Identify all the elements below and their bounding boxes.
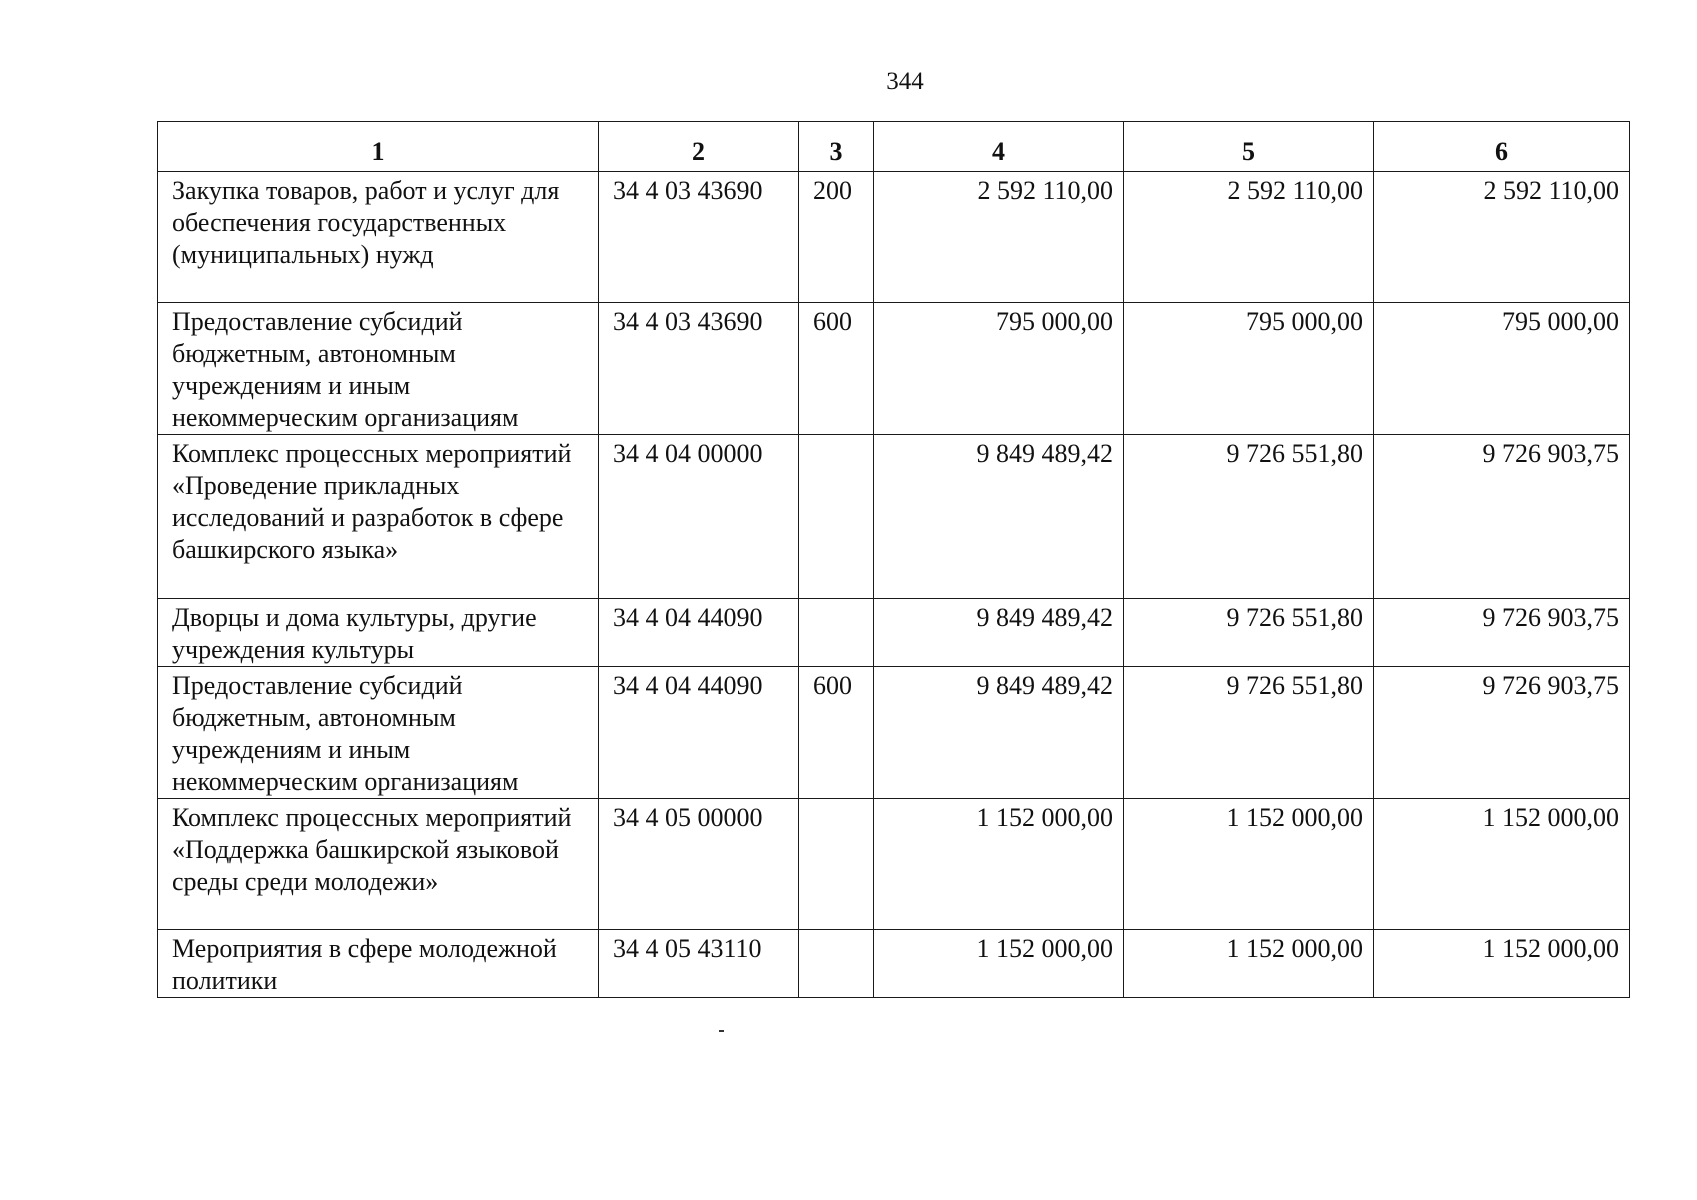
row-value-col5: 2 592 110,00	[1124, 172, 1374, 303]
column-header: 6	[1374, 122, 1630, 172]
row-value-col4: 795 000,00	[874, 303, 1124, 435]
column-header: 3	[799, 122, 874, 172]
row-value-col4: 1 152 000,00	[874, 799, 1124, 930]
row-value-col6: 1 152 000,00	[1374, 930, 1630, 998]
row-value-col5: 9 726 551,80	[1124, 667, 1374, 799]
row-code: 34 4 05 00000	[599, 799, 799, 930]
page-number: 344	[886, 68, 924, 95]
row-expense-type: 600	[799, 303, 874, 435]
row-code: 34 4 03 43690	[599, 172, 799, 303]
row-code: 34 4 05 43110	[599, 930, 799, 998]
row-value-col4: 2 592 110,00	[874, 172, 1124, 303]
row-name: Мероприятия в сфере молодежной политики	[158, 930, 599, 998]
row-value-col6: 795 000,00	[1374, 303, 1630, 435]
row-value-col6: 9 726 903,75	[1374, 435, 1630, 599]
column-header: 5	[1124, 122, 1374, 172]
row-value-col6: 9 726 903,75	[1374, 667, 1630, 799]
table-row	[158, 435, 1630, 599]
header-row	[158, 122, 1630, 172]
row-value-col5: 795 000,00	[1124, 303, 1374, 435]
table-row	[158, 930, 1630, 998]
column-header: 4	[874, 122, 1124, 172]
row-value-col5: 1 152 000,00	[1124, 799, 1374, 930]
row-expense-type	[799, 435, 874, 599]
table-row	[158, 599, 1630, 667]
row-value-col5: 1 152 000,00	[1124, 930, 1374, 998]
scan-mark	[719, 1030, 724, 1032]
row-code: 34 4 04 00000	[599, 435, 799, 599]
row-value-col4: 9 849 489,42	[874, 435, 1124, 599]
table-row	[158, 667, 1630, 799]
row-value-col6: 9 726 903,75	[1374, 599, 1630, 667]
row-value-col6: 1 152 000,00	[1374, 799, 1630, 930]
row-name: Закупка товаров, работ и услуг для обеспечения государственных (муниципальных) нужд	[158, 172, 599, 303]
row-value-col4: 9 849 489,42	[874, 667, 1124, 799]
row-value-col6: 2 592 110,00	[1374, 172, 1630, 303]
table-row	[158, 172, 1630, 303]
budget-table	[157, 121, 1630, 998]
column-header: 2	[599, 122, 799, 172]
row-expense-type: 600	[799, 667, 874, 799]
row-name: Комплекс процессных мероприятий «Проведение прикладных исследований и разработок в сфере башкирского языка»	[158, 435, 599, 599]
row-expense-type	[799, 599, 874, 667]
row-value-col5: 9 726 551,80	[1124, 435, 1374, 599]
column-header: 1	[158, 122, 599, 172]
row-value-col4: 9 849 489,42	[874, 599, 1124, 667]
row-value-col5: 9 726 551,80	[1124, 599, 1374, 667]
row-name: Предоставление субсидий бюджетным, автономным учреждениям и иным некоммерческим организациям	[158, 667, 599, 799]
row-name: Предоставление субсидий бюджетным, автономным учреждениям и иным некоммерческим организациям	[158, 303, 599, 435]
row-expense-type	[799, 799, 874, 930]
row-value-col4: 1 152 000,00	[874, 930, 1124, 998]
table-row	[158, 303, 1630, 435]
table-row	[158, 799, 1630, 930]
row-expense-type: 200	[799, 172, 874, 303]
row-code: 34 4 03 43690	[599, 303, 799, 435]
row-name: Комплекс процессных мероприятий «Поддержка башкирской языковой среды среди молодежи»	[158, 799, 599, 930]
row-code: 34 4 04 44090	[599, 599, 799, 667]
row-expense-type	[799, 930, 874, 998]
row-name: Дворцы и дома культуры, другие учреждения культуры	[158, 599, 599, 667]
row-code: 34 4 04 44090	[599, 667, 799, 799]
